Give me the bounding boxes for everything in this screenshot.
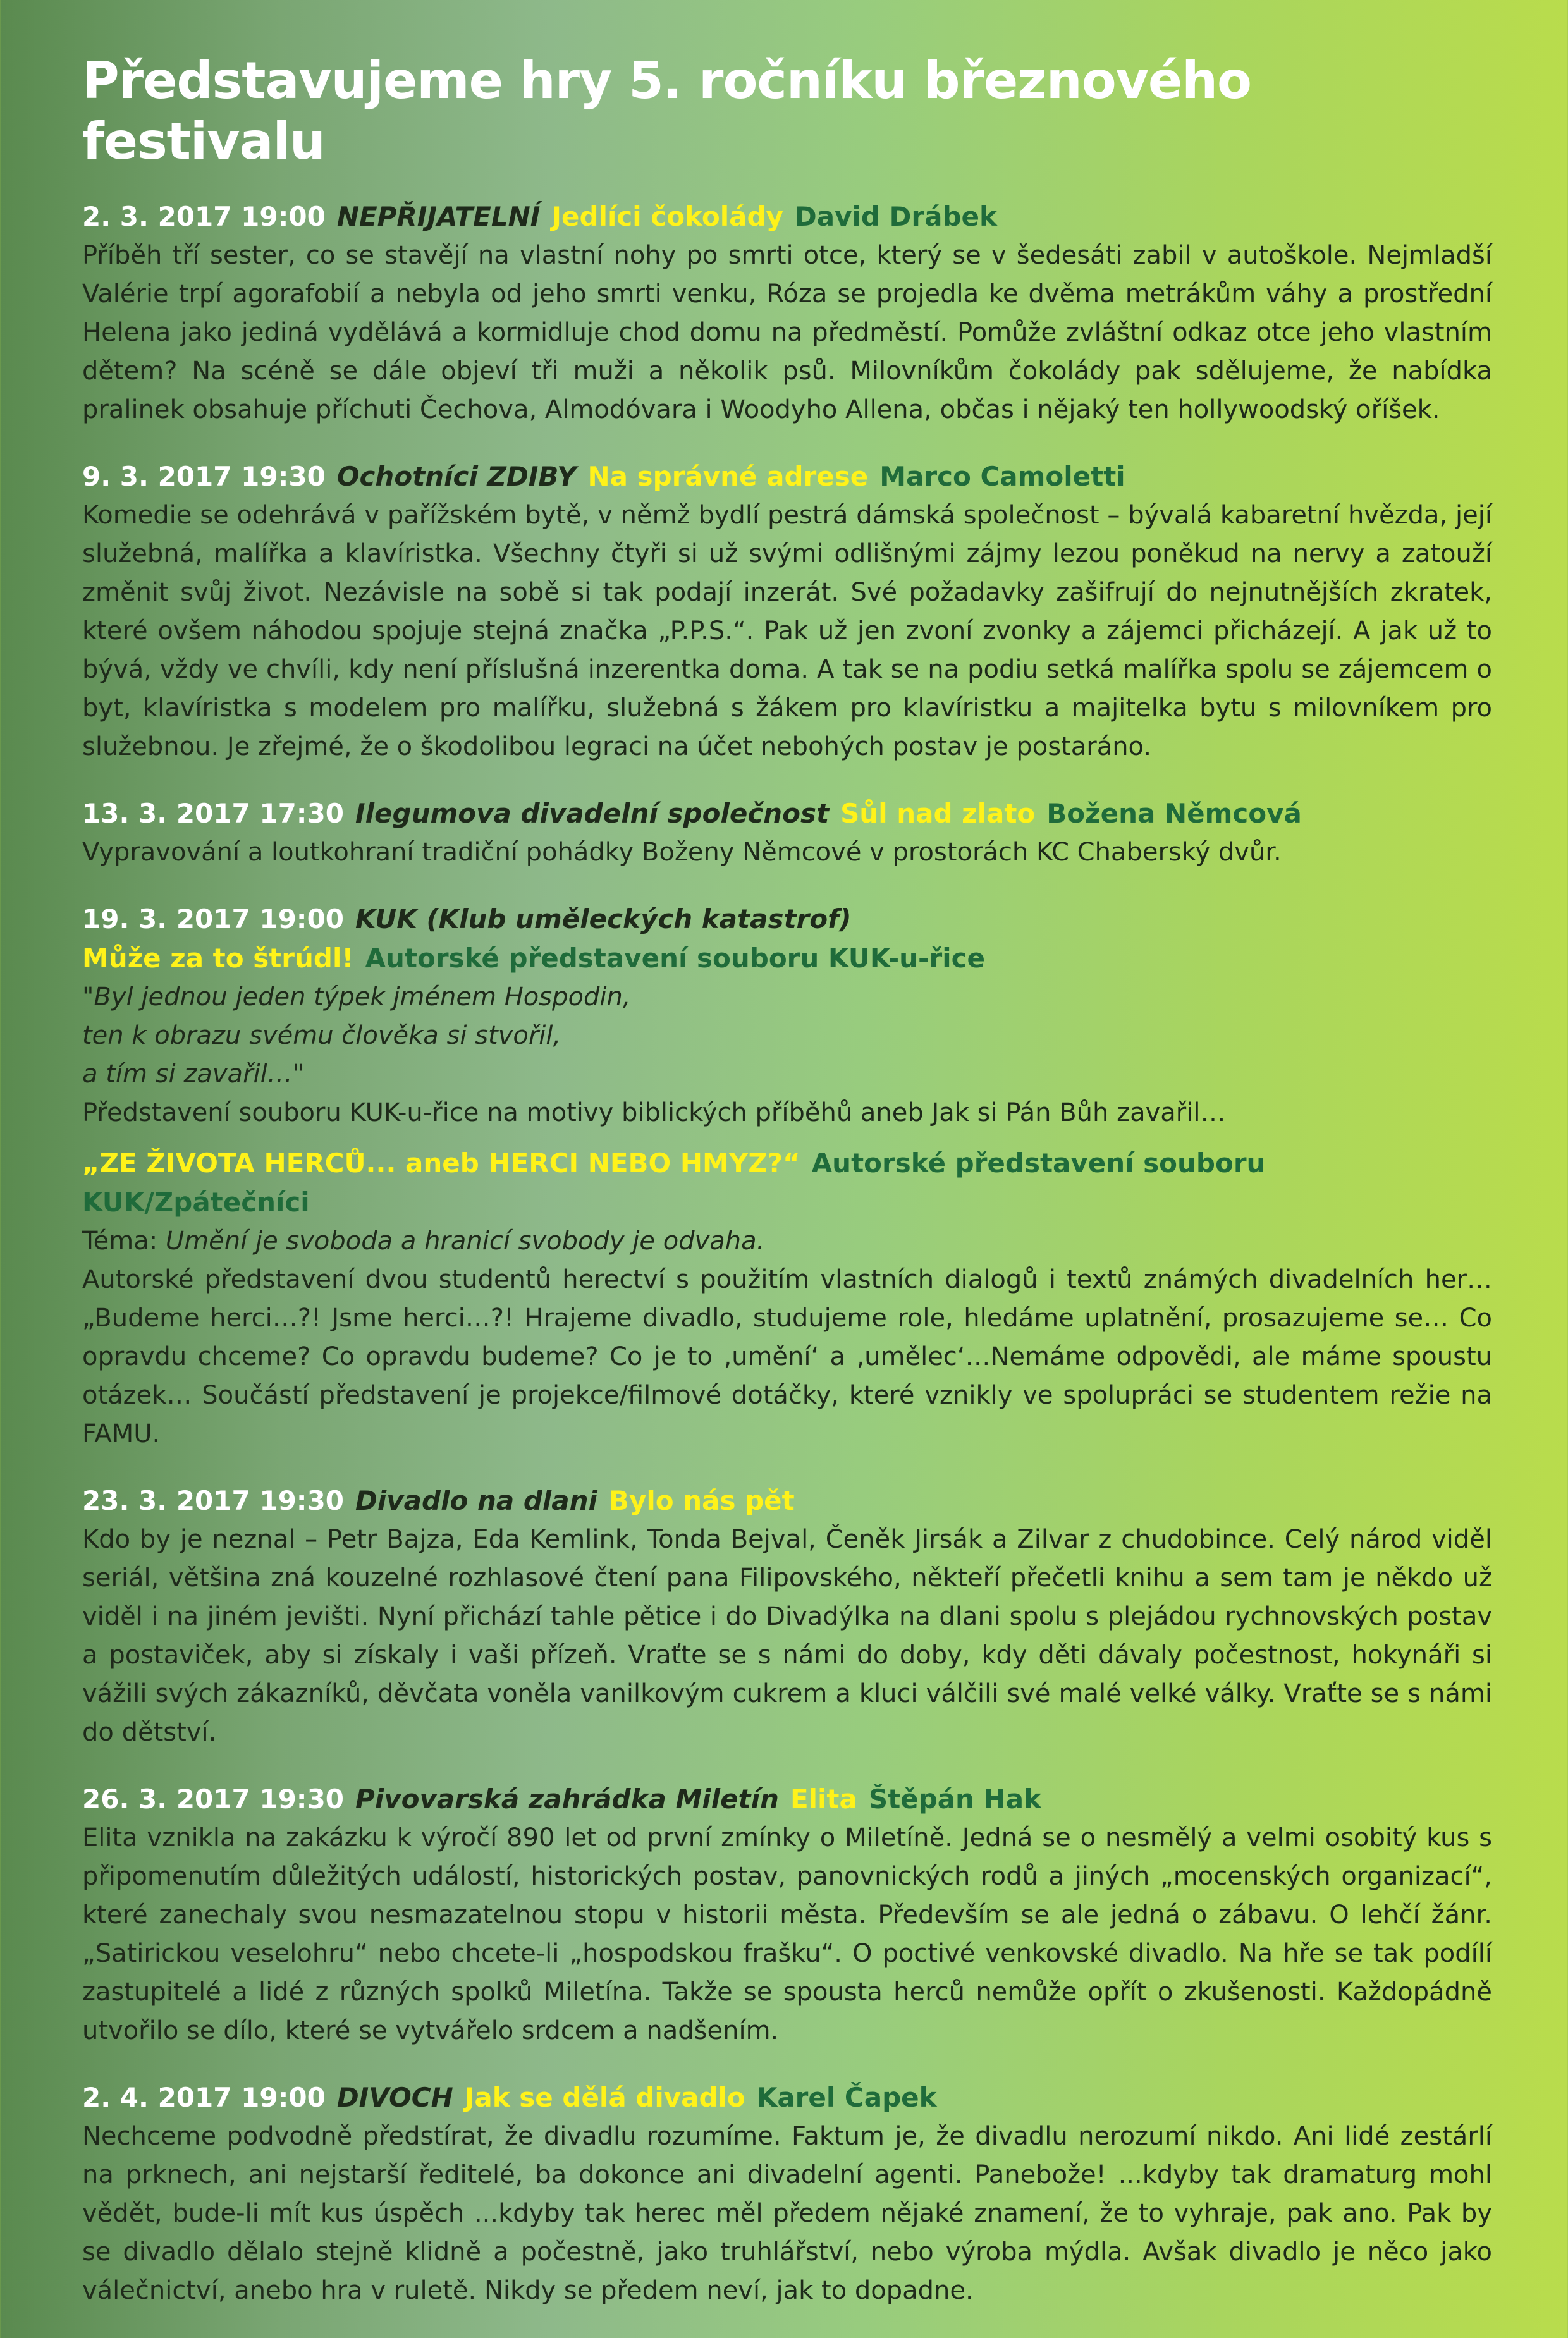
event-header bbox=[82, 794, 1492, 833]
event-play: Může za to štrúdl! bbox=[82, 943, 354, 974]
event-date: 13. 3. 2017 17:30 bbox=[82, 798, 345, 829]
event-ensemble: DIVOCH bbox=[336, 2082, 453, 2113]
event-author: Štěpán Hak bbox=[868, 1784, 1042, 1815]
event-ensemble: Ochotníci ZDIBY bbox=[336, 461, 577, 492]
event-5 bbox=[82, 1481, 1492, 1752]
event-4 bbox=[82, 900, 1492, 1454]
event-description: Vypravování a loutkohraní tradiční pohádky Boženy Němcové v prostorách KC Chaberský dvůr. bbox=[82, 838, 1282, 867]
event-header bbox=[82, 2078, 1492, 2117]
event-description: Příběh tří sester, co se stavějí na vlastní nohy po smrti otce, který se v šedesáti zabil v autoškole. Nejmladší Valérie trpí agorafobií a nebyla od jeho smrti venku, Róza se projedla ke dvěma metrákům váhy a prostřední Helena jako jediná vydělává a kormidluje chod domu na předměstí. Pomůže zvláštní odkaz otce jeho vlastním dětem? Na scéně se dále objeví tři muži a několik psů. Milovníkům čokolády pak sdělujeme, že nabídka pralinek obsahuje příchuti Čechova, Almodóvara i Woodyho Allena, občas i nějaký ten hollywoodský oříšek. bbox=[82, 241, 1492, 424]
event-play-2: „ZE ŽIVOTA HERCŮ... aneb HERCI NEBO HMYZ?“ bbox=[82, 1148, 800, 1178]
event-header bbox=[82, 1780, 1492, 1819]
event-author-2: Autorské představení souboru KUK/Zpátečníci bbox=[82, 1148, 1266, 1218]
event-header bbox=[82, 197, 1492, 236]
event-ensemble: Ilegumova divadelní společnost bbox=[355, 798, 830, 829]
event-1 bbox=[82, 197, 1492, 429]
event-header bbox=[82, 900, 1492, 939]
event-author: Karel Čapek bbox=[756, 2082, 937, 2113]
event-ensemble: KUK (Klub uměleckých katastrof) bbox=[355, 903, 852, 934]
theme-text: Umění je svoboda a hranicí svobody je odvaha. bbox=[165, 1227, 765, 1256]
event-author: David Drábek bbox=[794, 201, 997, 232]
theme-label: Téma: bbox=[82, 1227, 166, 1256]
event-date: 19. 3. 2017 19:00 bbox=[82, 903, 345, 934]
festival-page bbox=[82, 51, 1492, 2338]
event-play: Elita bbox=[790, 1784, 857, 1815]
event-date: 23. 3. 2017 19:30 bbox=[82, 1485, 345, 1516]
event-play: Jedlíci čokolády bbox=[551, 201, 783, 232]
event-description: Elita vznikla na zakázku k výročí 890 let od první zmínky o Miletíně. Jedná se o nesmělý a velmi osobitý kus s připomenutím důležitých událostí, historických postav, panovnických rodů a jiných „mocenských organizací“, které zanechaly svou nesmazatelnou stopu v historii města. Především se ale jedná o zábavu. O lehčí žánr. „Satirickou veselohru“ nebo chcete-li „hospodskou frašku“. O poctivé venkovské divadlo. Na hře se tak podílí zastupitelé a lidé z různých spolků Miletína. Takže se spousta herců nemůže opřít o zkušenosti. Každopádně utvořilo se dílo, které se vytvářelo srdcem a nadšením. bbox=[82, 1823, 1492, 2045]
event-date: 2. 4. 2017 19:00 bbox=[82, 2082, 326, 2113]
event-ensemble: NEPŘIJATELNÍ bbox=[336, 201, 541, 232]
event-theme bbox=[82, 1222, 1492, 1261]
event-play: Bylo nás pět bbox=[608, 1485, 795, 1516]
event-description: Představení souboru KUK-u-řice na motivy biblických příběhů aneb Jak si Pán Bůh zavařil… bbox=[82, 1098, 1226, 1127]
event-author: Autorské představení souboru KUK-u-řice bbox=[365, 943, 985, 974]
event-date: 9. 3. 2017 19:30 bbox=[82, 461, 326, 492]
event-play: Sůl nad zlato bbox=[840, 798, 1036, 829]
event-date: 2. 3. 2017 19:00 bbox=[82, 201, 326, 232]
event-play: Jak se dělá divadlo bbox=[464, 2082, 745, 2113]
event-ensemble: Divadlo na dlani bbox=[355, 1485, 597, 1516]
event-subheader bbox=[82, 939, 1492, 978]
event-2 bbox=[82, 457, 1492, 766]
event-description: Komedie se odehrává v pařížském bytě, v němž bydlí pestrá dámská společnost – bývalá kabaretní hvězda, její služebná, malířka a klavíristka. Všechny čtyři si už svými odlišnými zájmy lezou poněkud na nervy a zatouží změnit svůj život. Nezávisle na sobě si tak podají inzerát. Své požadavky zašifrují do nejnutnějších zkratek, které ovšem náhodou spojuje stejná značka „P.P.S.“. Pak už jen zvoní zvonky a zájemci přicházejí. A jak už to bývá, vždy ve chvíli, kdy není příslušná inzerentka doma. A tak se na podiu setká malířka spolu se zájemcem o byt, klavíristka s modelem pro malířku, služebná s žákem pro klavíristku a majitelka bytu s milovníkem pro služebnou. Je zřejmé, že o škodolibou legraci na účet nebohých postav je postaráno. bbox=[82, 501, 1492, 761]
event-header bbox=[82, 1481, 1492, 1521]
event-header bbox=[82, 457, 1492, 496]
event-7 bbox=[82, 2078, 1492, 2310]
event-author: Marco Camoletti bbox=[879, 461, 1125, 492]
event-description: Nechceme podvodně předstírat, že divadlu rozumíme. Faktum je, že divadlu nerozumí nikdo. Ani lidé zestárlí na prknech, ani nejstarší ředitelé, ba dokonce ani divadelní agenti. Panebože! ...kdyby tak dramaturg mohl vědět, bude-li mít kus úspěch ...kdyby tak herec měl předem nějaké znamení, že to vyhraje, pak ano. Pak by se divadlo dělalo stejně klidně a počestně, jako truhlářství, nebo výroba mýdla. Avšak divadlo je něco jako válečnictví, anebo hra v ruletě. Nikdy se předem neví, jak to dopadne. bbox=[82, 2122, 1492, 2305]
event-subheader-2 bbox=[82, 1144, 1492, 1222]
event-author: Božena Němcová bbox=[1046, 798, 1302, 829]
event-6 bbox=[82, 1780, 1492, 2050]
page-title: Představujeme hry 5. ročníku březnového festivalu bbox=[82, 51, 1252, 171]
event-description-2: Autorské představení dvou studentů herectví s použitím vlastních dialogů i textů známých divadelních her… „Budeme herci…?! Jsme herci…?! Hrajeme divadlo, studujeme role, hledáme uplatnění, prosazujeme se… Co opravdu chceme? Co opravdu budeme? Co je to ‚umění‘ a ‚umělec‘…Nemáme odpovědi, ale máme spoustu otázek… Součástí představení je projekce/filmové dotáčky, které vznikly ve spolupráci se studentem režie na FAMU. bbox=[82, 1265, 1492, 1448]
event-3 bbox=[82, 794, 1492, 872]
event-date: 26. 3. 2017 19:30 bbox=[82, 1784, 345, 1815]
event-ensemble: Pivovarská zahrádka Miletín bbox=[355, 1784, 779, 1815]
event-play: Na správné adrese bbox=[587, 461, 869, 492]
event-quote: "Byl jednou jeden týpek jménem Hospodin, ten k obrazu svému člověka si stvořil, a tím si zavařil…" bbox=[82, 982, 631, 1089]
event-description: Kdo by je neznal – Petr Bajza, Eda Kemlink, Tonda Bejval, Čeněk Jirsák a Zilvar z chudobince. Celý národ viděl seriál, většina zná kouzelné rozhlasové čtení pana Filipovského, někteří přečetli knihu a sem tam je někdo už viděl i na jiném jevišti. Nyní přichází tahle pětice i do Divadýlka na dlani spolu s plejádou rychnovských postav a postaviček, aby si získaly i vaši přízeň. Vraťte se s námi do doby, kdy děti dávaly počestnost, hokynáři si vážili svých zákazníků, děvčata voněla vanilkovým cukrem a kluci válčili své malé velké války. Vraťte se s námi do dětství. bbox=[82, 1525, 1492, 1747]
